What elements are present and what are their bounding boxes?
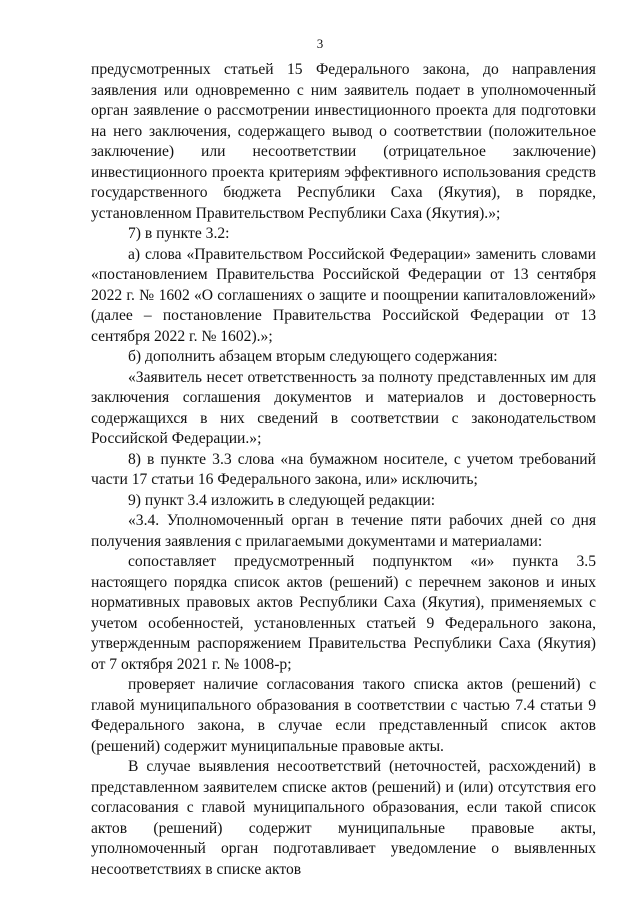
paragraph: «Заявитель несет ответственность за полноту представленных им для заключения соглашения документов и материалов и достоверность содержащихся в них сведений в соответствии с законодательством Российской Федерации.»; [91,368,596,447]
paragraph: проверяет наличие согласования такого списка актов (решений) с главой муниципального образования в соответствии с частью 7.4 статьи 9 Федерального закона, в случае если представленный список актов (решений) содержит муниципальные правовые акты. [91,676,596,755]
paragraph: предусмотренных статьей 15 Федерального закона, до направления заявления или одновременно с ним заявитель подает в уполномоченный орган заявление о рассмотрении инвестиционного проекта для подготовки на него заключения, содержащего вывод о соответствии (положительное заключение) или несоответствии (отрицательное заключение) инвестиционного проекта критериям эффективного использования средств государственного бюджета Республики Саха (Якутия), в порядке, установленном Правительством Республики Саха (Якутия).»; [91,61,596,222]
paragraph: б) дополнить абзацем вторым следующего содержания: [128,348,498,365]
paragraph: «3.4. Уполномоченный орган в течение пяти рабочих дней со дня получения заявления с прилагаемыми документами и материалами: [91,512,596,550]
paragraph: а) слова «Правительством Российской Федерации» заменить словами «постановлением Правительства Российской Федерации от 13 сентября 2022 г. № 1602 «О соглашениях о защите и поощрении капиталовложений» (далее – постановление Правительства Российской Федерации от 13 сентября 2022 г. № 1602).»; [91,245,596,345]
paragraph: В случае выявления несоответствий (неточностей, расхождений) в представленном заявителем списке актов (решений) и (или) отсутствия его согласования с главой муниципального образования, если такой список актов (решений) содержит муниципальные правовые акты, уполномоченный орган подготавливает уведомление о выявленных несоответствиях в списке актов [91,758,596,878]
paragraph: 9) пункт 3.4 изложить в следующей редакции: [128,491,436,509]
page-number: 3 [316,36,324,51]
paragraph: 8) в пункте 3.3 слова «на бумажном носителе, с учетом требований части 17 статьи 16 Федерального закона, или» исключить; [91,450,596,488]
paragraph: сопоставляет предусмотренный подпунктом «и» пункта 3.5 настоящего порядка список актов (решений) с перечнем законов и иных нормативных правовых актов Республики Саха (Якутия), применяемых с учетом особенностей, установленных статьей 9 Федерального закона, утвержденным распоряжением Правительства Республики Саха (Якутия) от 7 октября 2021 г. № 1008-р; [91,553,596,673]
paragraph: 7) в пункте 3.2: [128,225,230,242]
document-body [91,60,596,880]
